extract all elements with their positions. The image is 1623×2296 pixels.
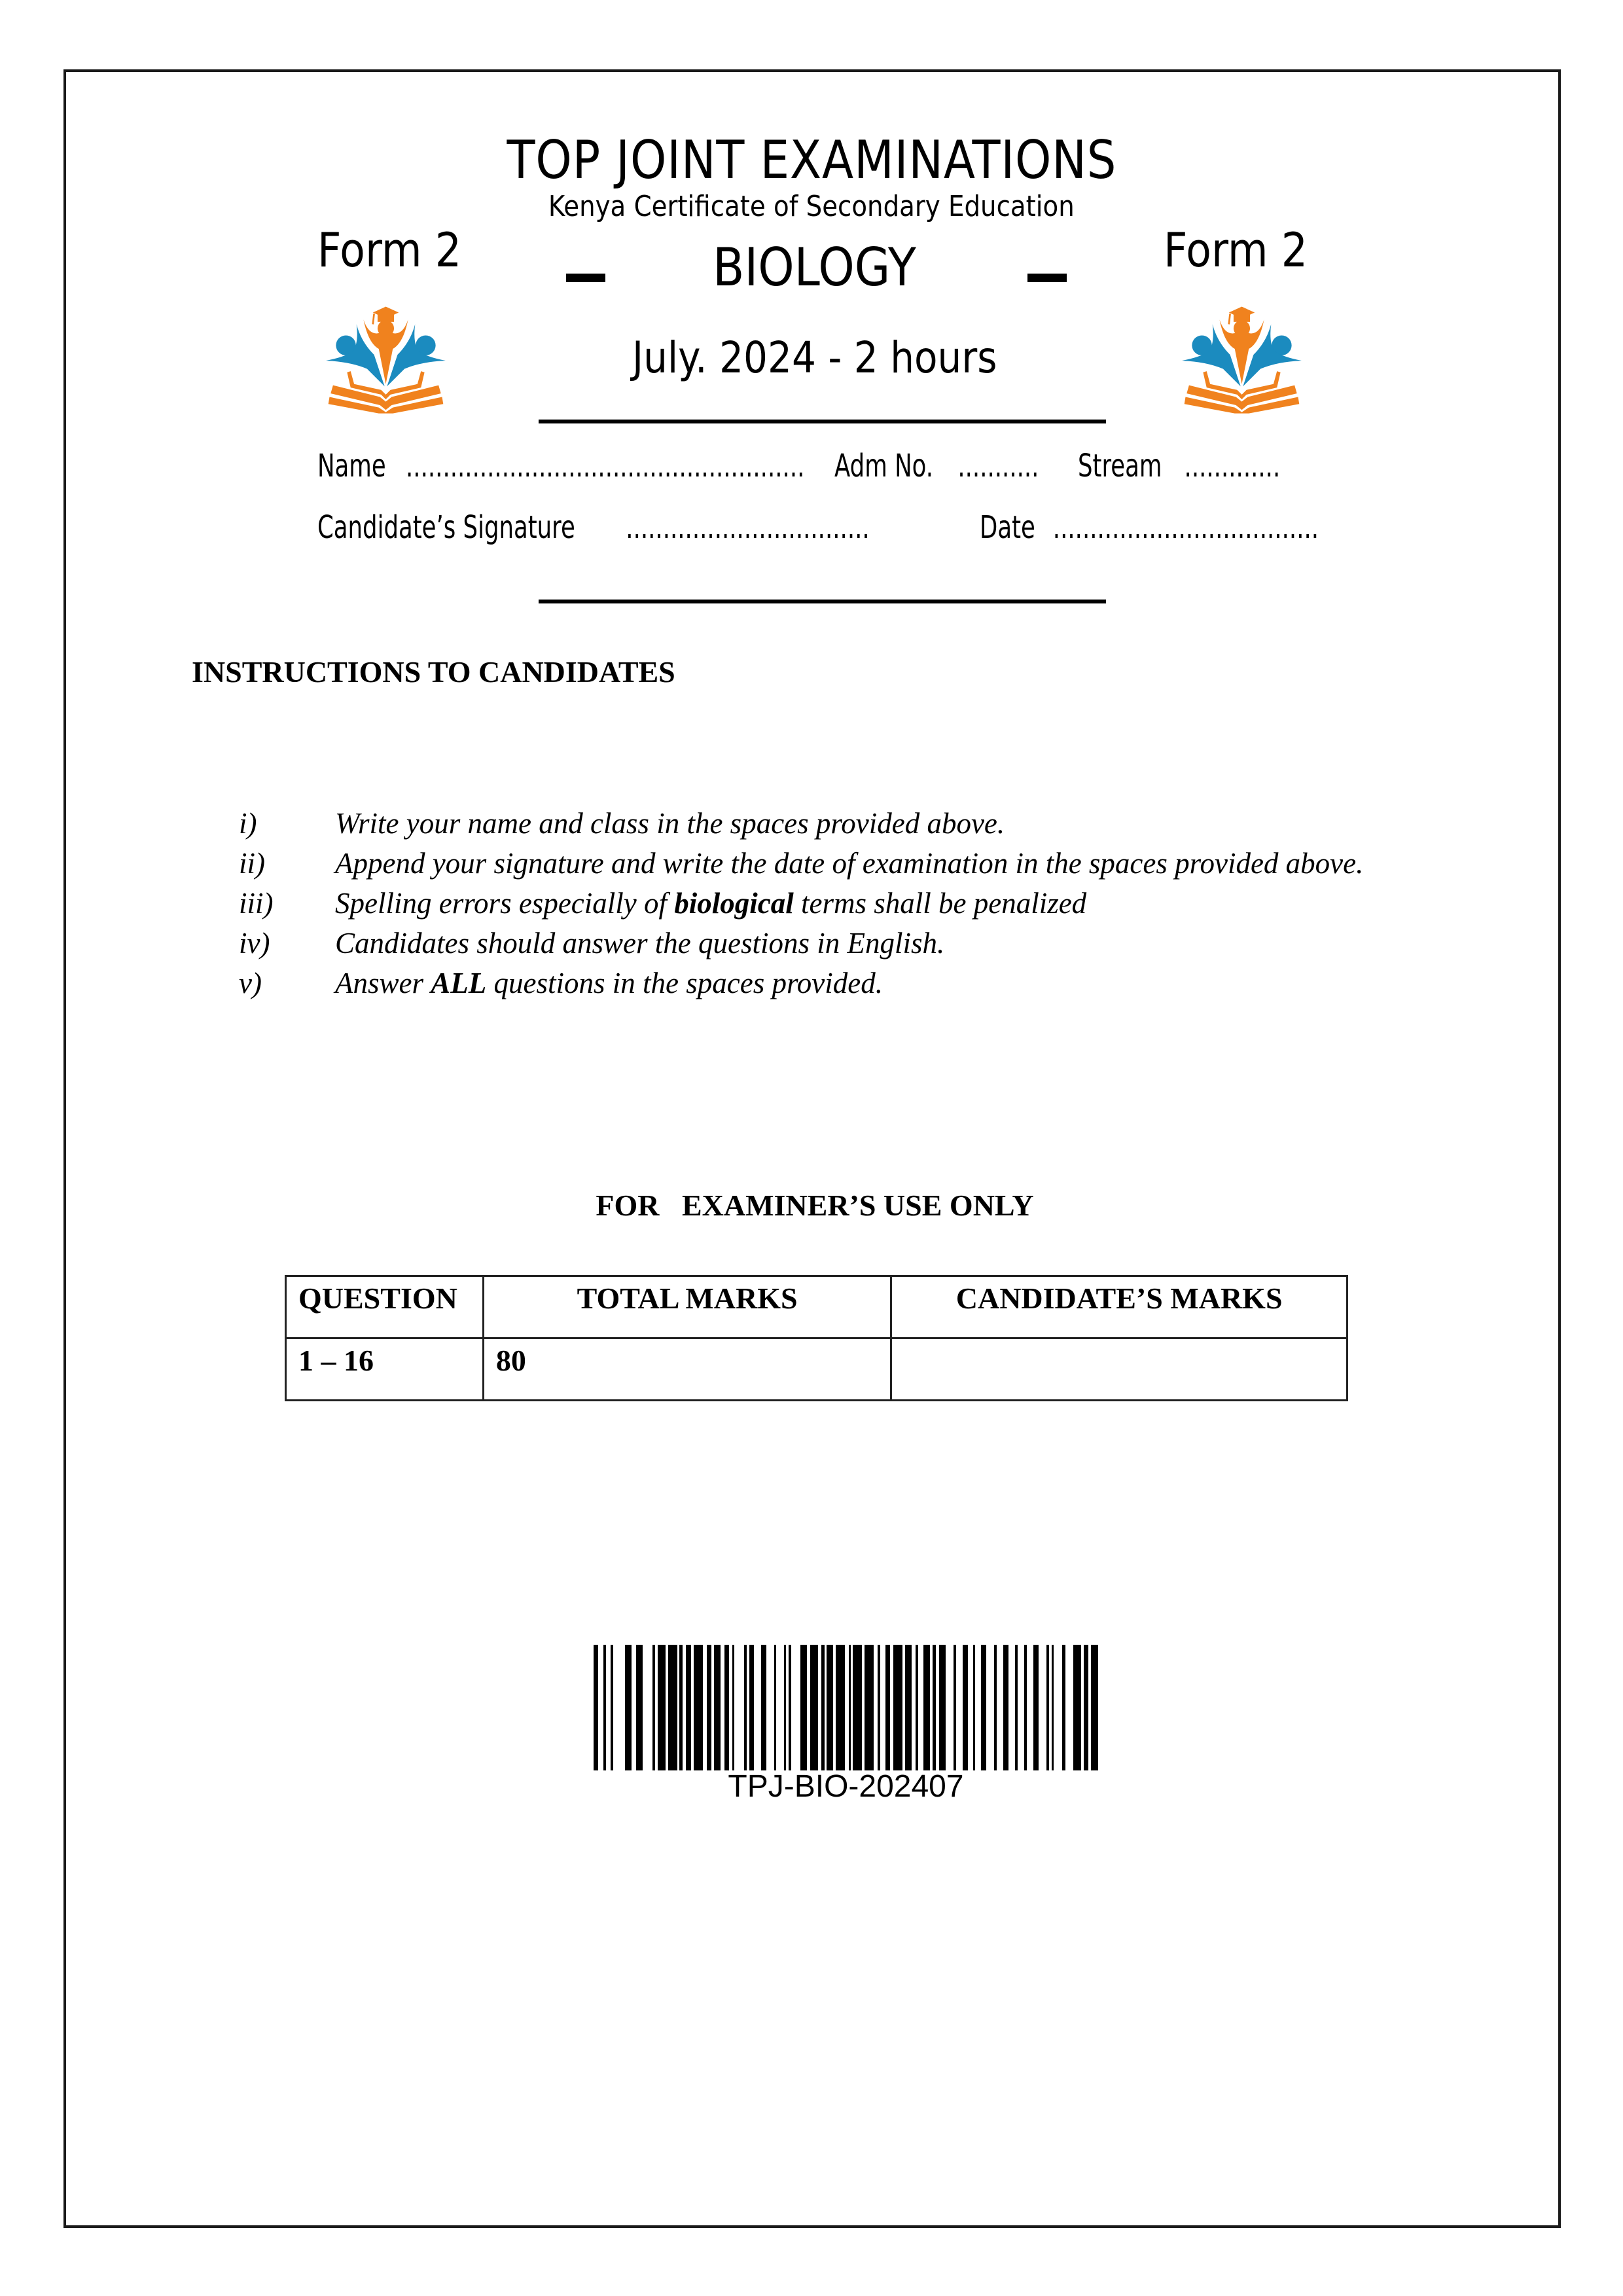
date-field[interactable]: [980, 509, 1362, 546]
cell-question: 1 – 16: [286, 1338, 484, 1401]
signature-dots: .................................: [626, 509, 870, 546]
name-label: Name: [317, 448, 386, 484]
name-field[interactable]: [317, 448, 805, 484]
instruction-number: iv): [239, 927, 270, 960]
barcode-icon: [592, 1645, 1099, 1770]
instructions-heading: INSTRUCTIONS TO CANDIDATES: [192, 655, 675, 689]
stream-dots: .............: [1184, 448, 1281, 484]
instruction-text: Candidates should answer the questions in English.: [335, 927, 945, 960]
cell-total-marks: 80: [483, 1338, 891, 1401]
form-level-left: Form 2: [317, 223, 462, 278]
instruction-text: Append your signature and write the date of examination in the spaces provided above.: [335, 847, 1364, 880]
column-header-candidate-marks: CANDIDATE’S MARKS: [891, 1276, 1347, 1338]
instruction-text: Spelling errors especially of: [335, 887, 675, 920]
instruction-item: [239, 884, 1363, 924]
instruction-number: ii): [239, 847, 265, 880]
examiner-heading: FOR EXAMINER’S USE ONLY: [596, 1189, 1034, 1222]
name-dots: ......................................................: [405, 448, 805, 484]
date-label: Date: [980, 509, 1035, 546]
instruction-number: v): [239, 967, 262, 999]
adm-no-label: Adm No.: [834, 448, 934, 484]
stream-label: Stream: [1078, 448, 1162, 484]
exam-body-title: TOP JOINT EXAMINATIONS: [507, 130, 1116, 190]
instruction-number: iii): [239, 887, 274, 920]
table-row: [286, 1338, 1347, 1401]
instruction-emphasis: biological: [674, 887, 794, 920]
stream-field[interactable]: [1078, 448, 1296, 484]
adm-no-field[interactable]: [834, 448, 1044, 484]
exam-date-duration: July. 2024 - 2 hours: [632, 332, 997, 383]
instruction-item: [239, 844, 1363, 884]
adm-no-dots: ...........: [957, 448, 1039, 484]
instruction-text: Write your name and class in the spaces provided above.: [335, 807, 1005, 840]
exam-subtitle: Kenya Certificate of Secondary Education: [548, 190, 1075, 223]
form-level-right: Form 2: [1164, 223, 1308, 278]
candidate-details-row-2: [317, 509, 1424, 546]
subject-title: BIOLOGY: [713, 237, 917, 298]
date-dots: ....................................: [1052, 509, 1319, 546]
page-border: [63, 69, 1561, 2228]
instruction-item: [239, 963, 1363, 1003]
divider-bottom: [539, 600, 1106, 603]
column-header-total-marks: TOTAL MARKS: [483, 1276, 891, 1338]
signature-label: Candidate’s Signature: [317, 509, 575, 546]
column-header-question: QUESTION: [286, 1276, 484, 1338]
table-header-row: [286, 1276, 1347, 1338]
instruction-item: [239, 804, 1363, 844]
instruction-item: [239, 924, 1363, 963]
candidate-details-row-1: [317, 448, 1331, 484]
instruction-text: Answer: [335, 967, 431, 999]
instruction-number: i): [239, 807, 257, 840]
divider-top: [539, 420, 1106, 423]
dash-right: [1027, 274, 1067, 282]
instruction-text: questions in the spaces provided.: [486, 967, 883, 999]
signature-field[interactable]: [317, 509, 887, 546]
examiner-marks-table: [285, 1275, 1348, 1401]
instructions-list: [239, 804, 1363, 1003]
instruction-emphasis: ALL: [431, 967, 487, 999]
instruction-text: terms shall be penalized: [793, 887, 1087, 920]
barcode-label: TPJ-BIO-202407: [728, 1769, 964, 1804]
cell-candidate-marks[interactable]: [891, 1338, 1347, 1401]
